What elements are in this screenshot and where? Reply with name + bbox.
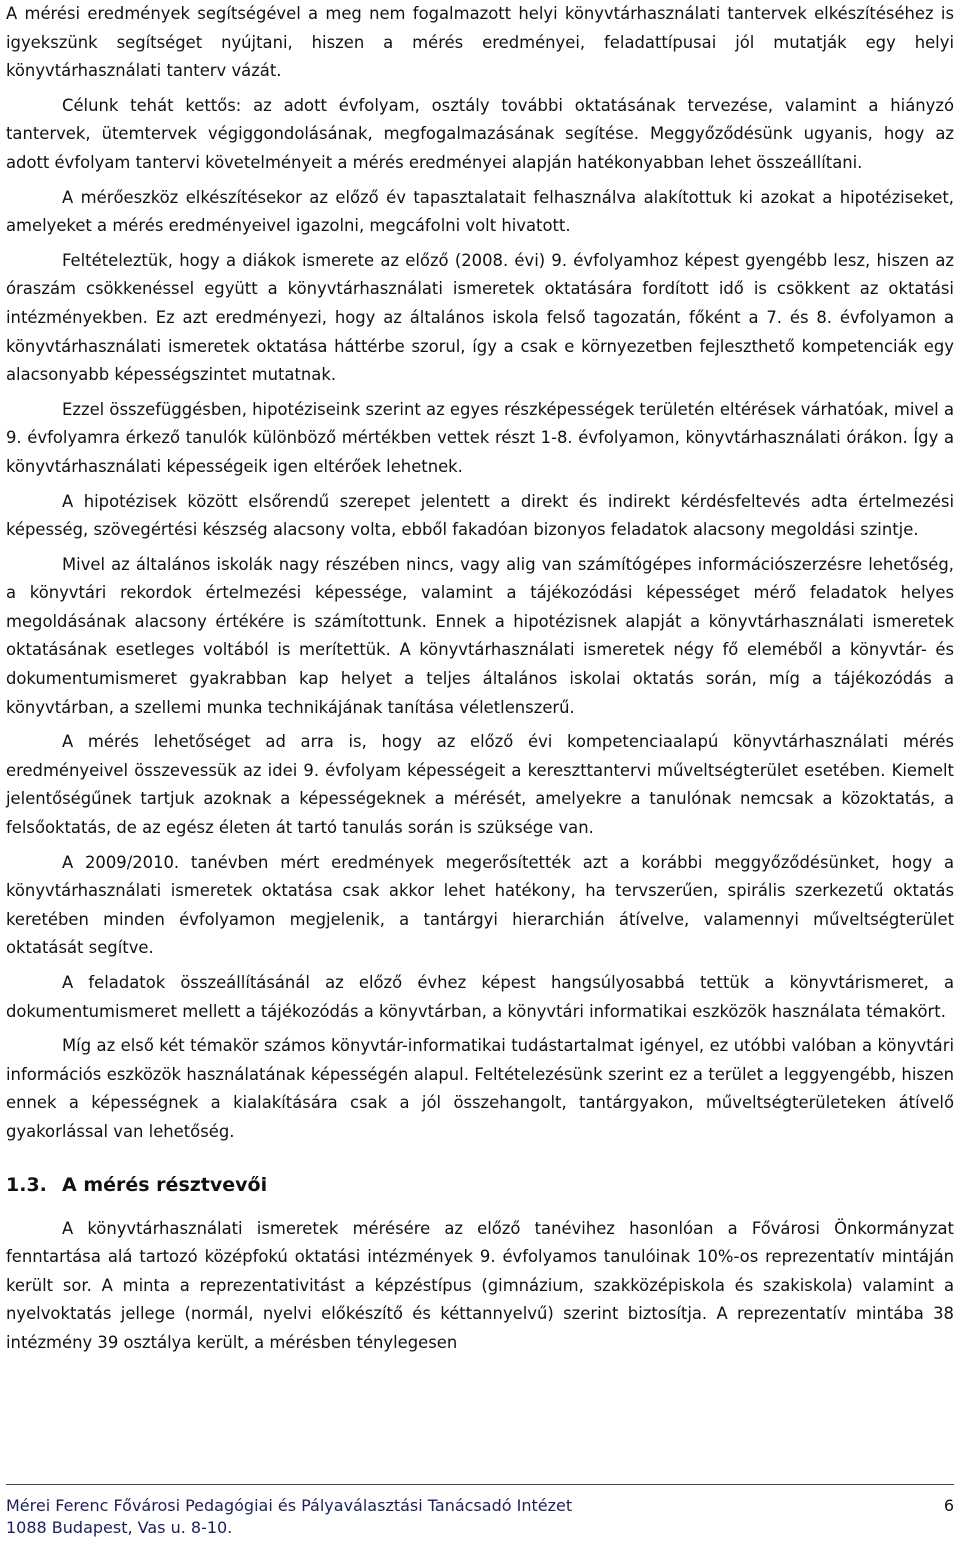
- paragraph: Ezzel összefüggésben, hipotéziseink szerint az egyes részképességek területén eltérések várhatóak, mivel a 9. évfolyamra érkező tanulók különböző mértékben vettek részt 1-8. évfolyamon, könyvtárhasználati órákon. Így a könyvtárhasználati képességeik igen eltérőek lehetnek.: [6, 399, 954, 476]
- page-number: 6: [943, 1496, 954, 1515]
- paragraph: A mérés lehetőséget ad arra is, hogy az előző évi kompetenciaalapú könyvtárhasználati mérés eredményeivel összevessük az idei 9. évfolyam képességeit a kereszttantervi műveltségterület esetében. Kiemelt jelentőségűnek tartjuk azoknak a képességeknek a mérését, amelyekre a tanulónak nemcsak a közoktatás, a felsőoktatás, de az egész életen át tartó tanulás során is szüksége van.: [6, 732, 954, 838]
- paragraph-intro: A mérési eredmények segítségével a meg nem fogalmazott helyi könyvtárhasználati tantervek elkészítéséhez is igyekszünk segítséget nyújtani, hiszen a mérés eredményei, feladattípusai jól mutatják egy helyi könyvtárhasználati tanterv vázát.: [6, 4, 954, 81]
- footer-institution: Mérei Ferenc Fővárosi Pedagógiai és Pályaválasztási Tanácsadó Intézet: [6, 1496, 573, 1515]
- section-heading: [6, 1171, 954, 1199]
- page-footer: [6, 1484, 954, 1539]
- section-title: A mérés résztvevői: [62, 1173, 268, 1196]
- paragraph: Feltételeztük, hogy a diákok ismerete az előző (2008. évi) 9. évfolyamhoz képest gyengébb lesz, hiszen az óraszám csökkenéssel együtt a könyvtárhasználati ismeretek oktatására fordított idő is csökkent az oktatási intézményekben. Ez azt eredményezi, hogy az általános iskola felső tagozatán, főként a 7. és 8. évfolyamon a könyvtárhasználati ismeretek oktatása háttérbe szorul, így a csak e környezetben fejleszthető kompetenciák egy alacsonyabb képességszintet mutatnak.: [6, 250, 954, 385]
- document-page: [6, 0, 954, 1364]
- paragraph: A hipotézisek között elsőrendű szerepet jelentett a direkt és indirekt kérdésfeltevés adta értelmezési képesség, szövegértési készség alacsony volta, ebből fakadóan bizonyos feladatok alacsony megoldási szintje.: [6, 491, 954, 540]
- section-paragraph: A könyvtárhasználati ismeretek mérésére az előző tanévihez hasonlóan a Fővárosi Önkormányzat fenntartása alá tartozó középfokú oktatási intézmények 9. évfolyamos tanulóinak 10%-os reprezentatív mintáján került sor. A minta a reprezentativitást a képzéstípus (gimnázium, szakközépiskola és szakiskola) valamint a nyelvoktatás jellege (normál, nyelvi előkészítő és kéttannyelvű) szerint biztosítja. A reprezentatív mintába 38 intézmény 39 osztálya került, a mérésben ténylegesen: [6, 1218, 954, 1352]
- paragraph: Mivel az általános iskolák nagy részében nincs, vagy alig van számítógépes információszerzésre lehetőség, a könyvtári rekordok értelmezési képessége, valamint a tájékozódási képességet mérő feladatok helyes megoldásának alacsony értékére is számítottunk. Ennek a hipotézisnek alapját a könyvtárhasználati ismeretek oktatásának esetleges voltából is merítettük. A könyvtárhasználati ismeretek négy fő eleméből a könyvtár- és dokumentumismeret gyakrabban kap helyet a teljes általános iskolai oktatás során, míg a tájékozódás a könyvtárban, a szellemi munka technikájának tanítása véletlenszerű.: [6, 554, 954, 717]
- section-number: 1.3.: [6, 1173, 47, 1196]
- footer-address: 1088 Budapest, Vas u. 8-10.: [6, 1518, 233, 1537]
- paragraph: A mérőeszköz elkészítésekor az előző év tapasztalatait felhasználva alakítottuk ki azokat a hipotéziseket, amelyeket a mérés eredményeivel igazolni, megcáfolni volt hivatott.: [6, 187, 954, 236]
- paragraph: Míg az első két témakör számos könyvtár-informatikai tudástartalmat igényel, ez utóbbi valóban a könyvtári információs eszközök használatának képességén alapul. Feltételezésünk szerint ez a terület a leggyengébb, hiszen ennek a képességnek a kialakítására csak a jól összehangolt, tantárgyakon, műveltségterületeken átívelő gyakorlással van lehetőség.: [6, 1036, 954, 1141]
- paragraph: A 2009/2010. tanévben mért eredmények megerősítették azt a korábbi meggyőződésünket, hogy a könyvtárhasználati ismeretek oktatása csak akkor lehet hatékony, ha tervszerűen, spirális szerkezetű oktatás keretében minden évfolyamon megjelenik, a tantárgyi hierarchián átívelve, valamennyi műveltségterület oktatását segítve.: [6, 852, 954, 958]
- paragraph: Célunk tehát kettős: az adott évfolyam, osztály további oktatásának tervezése, valamint a hiányzó tantervek, ütemtervek végiggondolásának, megfogalmazásának segítése. Meggyőződésünk ugyanis, hogy az adott évfolyam tantervi követelményeit a mérés eredményei alapján hatékonyabban lehet összeállítani.: [6, 95, 954, 172]
- paragraph: A feladatok összeállításánál az előző évhez képest hangsúlyosabbá tettük a könyvtárismeret, a dokumentumismeret mellett a tájékozódás a könyvtárban, a könyvtári informatikai eszközök használata témakört.: [6, 973, 954, 1021]
